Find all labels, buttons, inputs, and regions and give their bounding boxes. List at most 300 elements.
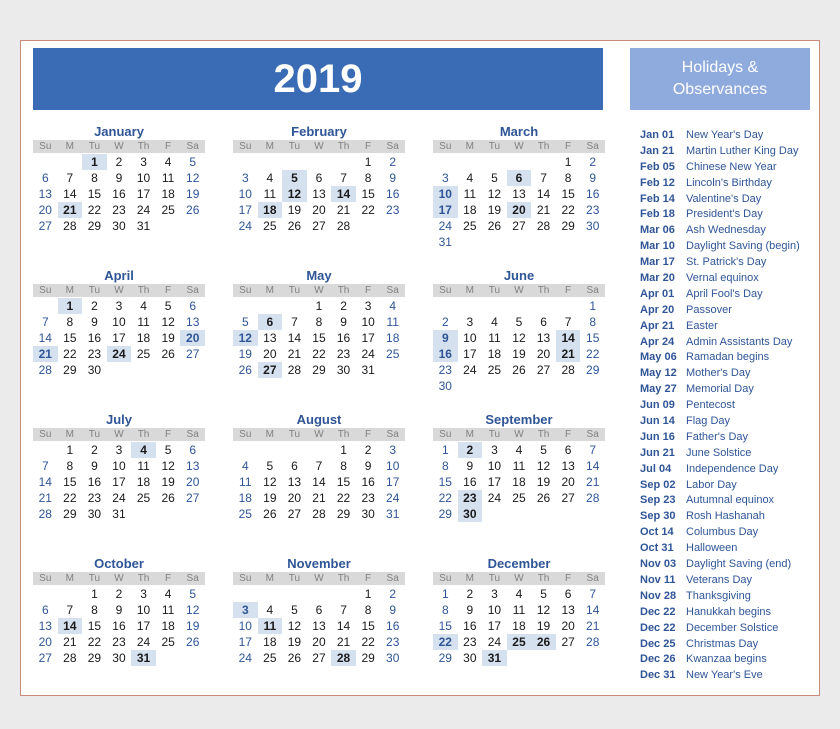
day-cell: 28 bbox=[336, 218, 351, 233]
day-cell: 16 bbox=[361, 474, 375, 489]
day-cell: 19 bbox=[287, 202, 302, 217]
day-cell: 9 bbox=[91, 458, 98, 473]
day-cell: 16 bbox=[386, 186, 400, 201]
weekday-label: Th bbox=[537, 141, 550, 152]
weekday-label: Su bbox=[39, 429, 52, 440]
day-cell: 26 bbox=[263, 506, 277, 521]
day-cell: 30 bbox=[463, 650, 477, 665]
day-cell: 29 bbox=[438, 650, 452, 665]
holiday-date: Feb 05 bbox=[640, 160, 675, 173]
day-cell: 15 bbox=[63, 330, 77, 345]
day-cell: 6 bbox=[189, 299, 197, 313]
day-cell: 4 bbox=[466, 170, 474, 185]
day-cell: 6 bbox=[41, 170, 49, 185]
day-cell: 22 bbox=[561, 202, 575, 217]
day-cell: 17 bbox=[487, 618, 502, 633]
day-cell: 12 bbox=[186, 602, 200, 617]
day-cell: 21 bbox=[58, 202, 83, 218]
holiday-row bbox=[640, 493, 815, 509]
day-cell: 9 bbox=[589, 170, 597, 185]
holiday-name: Christmas Day bbox=[686, 637, 759, 650]
weekday-label: M bbox=[265, 285, 275, 296]
day-cell: 3 bbox=[389, 443, 397, 457]
day-cell: 5 bbox=[515, 314, 523, 329]
day-cell: 22 bbox=[63, 490, 77, 505]
day-cell: 31 bbox=[112, 506, 126, 521]
day-cell: 8 bbox=[315, 314, 323, 329]
day-cell: 25 bbox=[507, 634, 532, 650]
day-cell: 6 bbox=[41, 602, 49, 617]
day-cell: 22 bbox=[438, 490, 452, 505]
holiday-date: Feb 18 bbox=[640, 208, 675, 221]
month-may bbox=[233, 268, 405, 393]
day-cell: 22 bbox=[336, 490, 351, 505]
day-cell: 16 bbox=[463, 618, 477, 633]
holiday-list bbox=[640, 128, 815, 684]
holiday-row bbox=[640, 573, 815, 589]
weekday-label: F bbox=[365, 141, 372, 152]
day-cell: 16 bbox=[433, 346, 458, 362]
holiday-name: Vernal equinox bbox=[686, 272, 759, 285]
holiday-name: Chinese New Year bbox=[686, 160, 777, 173]
day-cell: 3 bbox=[115, 299, 123, 313]
month-name: June bbox=[503, 268, 535, 283]
weekday-label: Su bbox=[239, 285, 252, 296]
day-cell: 4 bbox=[389, 299, 397, 313]
day-cell: 9 bbox=[389, 602, 397, 617]
day-cell: 22 bbox=[586, 346, 600, 361]
day-cell: 23 bbox=[361, 490, 375, 505]
month-october bbox=[33, 556, 205, 681]
day-cell: 6 bbox=[258, 314, 283, 330]
weekday-label: W bbox=[114, 573, 124, 584]
day-cell: 2 bbox=[389, 155, 397, 169]
day-cell: 13 bbox=[512, 186, 526, 201]
day-cell: 10 bbox=[136, 170, 151, 185]
weekday-label: W bbox=[314, 429, 324, 440]
day-cell: 10 bbox=[361, 314, 375, 329]
holiday-date: May 27 bbox=[640, 383, 677, 396]
month-june bbox=[433, 268, 605, 393]
weekday-label: Sa bbox=[586, 285, 599, 296]
day-cell: 25 bbox=[136, 346, 151, 361]
day-cell: 15 bbox=[312, 330, 326, 345]
holiday-row bbox=[640, 652, 815, 668]
day-cell: 8 bbox=[364, 602, 372, 617]
weekday-label: Su bbox=[439, 573, 452, 584]
day-cell: 25 bbox=[161, 202, 175, 217]
day-cell: 6 bbox=[315, 170, 323, 185]
day-cell: 14 bbox=[287, 330, 302, 345]
holiday-name: Martin Luther King Day bbox=[686, 144, 799, 157]
day-cell: 12 bbox=[512, 330, 526, 345]
weekday-label: Sa bbox=[186, 141, 199, 152]
day-cell: 18 bbox=[263, 634, 277, 649]
holiday-date: Jul 04 bbox=[640, 462, 672, 475]
day-cell: 27 bbox=[561, 634, 575, 649]
holiday-row bbox=[640, 223, 815, 239]
holiday-date: Apr 24 bbox=[640, 335, 675, 348]
day-cell: 5 bbox=[266, 458, 274, 473]
weekday-header bbox=[433, 428, 605, 441]
holiday-name: June Solstice bbox=[686, 446, 752, 459]
weekday-label: Tu bbox=[288, 429, 301, 440]
holiday-row bbox=[640, 668, 815, 684]
day-cell: 20 bbox=[507, 202, 532, 218]
day-cell: 7 bbox=[291, 314, 298, 329]
day-cell: 18 bbox=[487, 346, 502, 361]
day-cell: 4 bbox=[140, 299, 147, 313]
day-cell: 3 bbox=[115, 443, 123, 457]
day-cell: 31 bbox=[438, 234, 452, 249]
day-cell: 18 bbox=[258, 202, 283, 218]
day-cell: 11 bbox=[263, 186, 277, 201]
day-cell: 9 bbox=[364, 458, 372, 473]
day-cell: 30 bbox=[87, 506, 102, 521]
day-cell: 2 bbox=[466, 587, 474, 601]
day-cell: 10 bbox=[386, 458, 400, 473]
day-cell: 2 bbox=[589, 155, 597, 169]
month-november bbox=[233, 556, 405, 681]
day-cell: 11 bbox=[512, 458, 526, 473]
day-cell: 8 bbox=[441, 602, 449, 617]
day-cell: 10 bbox=[487, 458, 502, 473]
day-cell: 13 bbox=[287, 474, 302, 489]
day-cell: 26 bbox=[161, 490, 175, 505]
day-cell: 2 bbox=[91, 299, 98, 313]
day-cell: 6 bbox=[507, 170, 532, 186]
day-cell: 3 bbox=[140, 587, 147, 601]
holiday-date: May 12 bbox=[640, 367, 677, 380]
day-cell: 26 bbox=[512, 362, 526, 377]
day-cell: 4 bbox=[266, 602, 274, 617]
day-cell: 23 bbox=[112, 634, 126, 649]
holiday-row bbox=[640, 366, 815, 382]
day-cell: 12 bbox=[161, 458, 175, 473]
month-name: January bbox=[94, 124, 144, 139]
weekday-label: M bbox=[65, 573, 75, 584]
weekday-label: Tu bbox=[88, 141, 101, 152]
day-cell: 27 bbox=[38, 650, 52, 665]
day-cell: 26 bbox=[161, 346, 175, 361]
day-cell: 11 bbox=[386, 314, 399, 329]
holiday-row bbox=[640, 160, 815, 176]
day-cell: 14 bbox=[331, 186, 356, 202]
day-cell: 9 bbox=[91, 314, 98, 329]
day-cell: 16 bbox=[112, 618, 126, 633]
day-cell: 10 bbox=[433, 186, 458, 202]
day-cell: 7 bbox=[540, 170, 547, 185]
day-cell: 16 bbox=[463, 474, 477, 489]
holiday-date: May 06 bbox=[640, 351, 677, 364]
day-cell: 3 bbox=[491, 587, 498, 601]
day-cell: 14 bbox=[336, 618, 351, 633]
holiday-name: Father's Day bbox=[686, 430, 749, 443]
day-cell: 20 bbox=[38, 202, 52, 217]
day-cell: 3 bbox=[241, 170, 249, 185]
month-name: April bbox=[104, 268, 134, 283]
day-cell: 31 bbox=[386, 506, 400, 521]
day-cell: 1 bbox=[564, 155, 572, 169]
day-grid bbox=[233, 441, 405, 537]
day-cell: 30 bbox=[336, 362, 351, 377]
day-cell: 30 bbox=[458, 506, 483, 522]
day-cell: 27 bbox=[536, 362, 551, 377]
day-cell: 8 bbox=[364, 170, 372, 185]
weekday-label: Th bbox=[537, 285, 550, 296]
day-cell: 19 bbox=[287, 634, 302, 649]
day-cell: 1 bbox=[364, 155, 372, 169]
day-cell: 26 bbox=[531, 634, 556, 650]
weekday-label: Tu bbox=[488, 285, 501, 296]
holiday-name: Rosh Hashanah bbox=[686, 510, 765, 523]
weekday-label: Su bbox=[39, 573, 52, 584]
day-cell: 27 bbox=[512, 218, 526, 233]
day-cell: 3 bbox=[233, 602, 258, 618]
weekday-label: Sa bbox=[386, 141, 399, 152]
holiday-date: Dec 25 bbox=[640, 637, 676, 650]
day-cell: 5 bbox=[164, 299, 172, 313]
holiday-row bbox=[640, 350, 815, 366]
day-cell: 9 bbox=[466, 458, 474, 473]
day-cell: 21 bbox=[287, 346, 302, 361]
day-cell: 16 bbox=[87, 474, 102, 489]
day-grid bbox=[433, 585, 605, 681]
day-cell: 24 bbox=[112, 490, 126, 505]
day-cell: 18 bbox=[238, 490, 252, 505]
day-cell: 15 bbox=[561, 186, 575, 201]
day-cell: 14 bbox=[312, 474, 326, 489]
day-cell: 28 bbox=[536, 218, 551, 233]
month-september bbox=[433, 412, 605, 537]
day-cell: 7 bbox=[66, 602, 74, 617]
weekday-label: W bbox=[114, 141, 124, 152]
weekday-header bbox=[33, 284, 205, 297]
day-cell: 13 bbox=[186, 314, 200, 329]
holiday-name: St. Patrick's Day bbox=[686, 256, 767, 269]
day-cell: 4 bbox=[241, 458, 249, 473]
holiday-date: Jan 21 bbox=[640, 144, 675, 157]
holiday-name: Ramadan begins bbox=[686, 351, 770, 364]
day-cell: 6 bbox=[564, 587, 572, 601]
day-cell: 3 bbox=[441, 170, 449, 185]
day-cell: 15 bbox=[361, 186, 375, 201]
weekday-label: F bbox=[565, 573, 572, 584]
day-cell: 8 bbox=[66, 314, 74, 329]
holidays-title: Holidays & Observances bbox=[630, 48, 810, 110]
weekday-label: Su bbox=[439, 285, 452, 296]
day-cell: 29 bbox=[87, 218, 102, 233]
day-cell: 24 bbox=[487, 634, 502, 649]
day-cell: 22 bbox=[433, 634, 458, 650]
day-cell: 18 bbox=[161, 618, 175, 633]
weekday-label: F bbox=[565, 429, 572, 440]
weekday-label: W bbox=[314, 141, 324, 152]
holiday-name: Easter bbox=[686, 319, 718, 332]
day-cell: 21 bbox=[586, 474, 600, 489]
day-cell: 15 bbox=[87, 186, 102, 201]
day-grid bbox=[33, 297, 205, 393]
day-cell: 4 bbox=[164, 155, 172, 169]
day-cell: 30 bbox=[361, 506, 375, 521]
weekday-label: Su bbox=[239, 573, 252, 584]
weekday-header bbox=[433, 284, 605, 297]
weekday-label: Su bbox=[439, 141, 452, 152]
day-cell: 18 bbox=[136, 330, 151, 345]
holiday-name: Veterans Day bbox=[686, 573, 753, 586]
day-cell: 17 bbox=[238, 202, 252, 217]
day-cell: 20 bbox=[287, 490, 302, 505]
holiday-name: Hanukkah begins bbox=[686, 605, 772, 618]
day-cell: 7 bbox=[41, 314, 49, 329]
holiday-date: Mar 20 bbox=[640, 272, 675, 285]
day-cell: 10 bbox=[463, 330, 477, 345]
day-cell: 30 bbox=[112, 218, 126, 233]
weekday-label: Tu bbox=[488, 429, 501, 440]
day-cell: 8 bbox=[441, 458, 449, 473]
holiday-date: Oct 14 bbox=[640, 526, 674, 539]
weekday-label: Su bbox=[39, 285, 52, 296]
day-cell: 28 bbox=[63, 218, 77, 233]
weekday-label: M bbox=[465, 141, 475, 152]
day-cell: 21 bbox=[556, 346, 581, 362]
holiday-date: Jun 16 bbox=[640, 430, 675, 443]
month-name: May bbox=[306, 268, 332, 283]
day-cell: 6 bbox=[540, 314, 547, 329]
holiday-name: Columbus Day bbox=[686, 526, 759, 539]
day-cell: 24 bbox=[238, 218, 252, 233]
day-cell: 3 bbox=[466, 314, 474, 329]
day-cell: 8 bbox=[91, 602, 98, 617]
day-cell: 12 bbox=[487, 186, 502, 201]
day-cell: 5 bbox=[164, 443, 172, 457]
day-cell: 13 bbox=[312, 186, 326, 201]
day-cell: 13 bbox=[312, 618, 326, 633]
day-cell: 1 bbox=[441, 587, 449, 601]
day-cell: 18 bbox=[161, 186, 175, 201]
weekday-label: W bbox=[514, 285, 524, 296]
weekday-label: F bbox=[165, 573, 172, 584]
day-cell: 11 bbox=[463, 186, 477, 201]
weekday-label: Tu bbox=[88, 285, 101, 296]
day-cell: 17 bbox=[112, 474, 126, 489]
day-cell: 31 bbox=[136, 218, 151, 233]
weekday-label: Th bbox=[137, 573, 150, 584]
holiday-row bbox=[640, 398, 815, 414]
holiday-date: Feb 14 bbox=[640, 192, 675, 205]
day-cell: 8 bbox=[589, 314, 597, 329]
day-cell: 19 bbox=[186, 618, 200, 633]
weekday-header bbox=[433, 572, 605, 585]
day-cell: 7 bbox=[66, 170, 74, 185]
holiday-row bbox=[640, 128, 815, 144]
day-cell: 17 bbox=[386, 474, 400, 489]
day-cell: 2 bbox=[115, 155, 123, 169]
day-grid bbox=[233, 153, 405, 249]
weekday-label: Th bbox=[337, 141, 350, 152]
day-cell: 25 bbox=[487, 362, 502, 377]
day-cell: 21 bbox=[586, 618, 600, 633]
day-cell: 26 bbox=[186, 634, 200, 649]
day-cell: 17 bbox=[487, 474, 502, 489]
holiday-date: Dec 22 bbox=[640, 621, 676, 634]
holiday-date: Jun 21 bbox=[640, 446, 675, 459]
day-cell: 27 bbox=[186, 490, 200, 505]
holiday-row bbox=[640, 589, 815, 605]
day-cell: 4 bbox=[131, 442, 156, 458]
month-name: March bbox=[499, 124, 539, 139]
weekday-label: Su bbox=[239, 141, 252, 152]
weekday-label: W bbox=[114, 285, 124, 296]
day-cell: 14 bbox=[586, 602, 600, 617]
weekday-header bbox=[33, 572, 205, 585]
day-cell: 30 bbox=[87, 362, 102, 377]
day-cell: 18 bbox=[512, 474, 526, 489]
weekday-label: M bbox=[265, 573, 275, 584]
holiday-row bbox=[640, 192, 815, 208]
holiday-name: Daylight Saving (end) bbox=[686, 558, 792, 571]
holiday-date: Jun 09 bbox=[640, 399, 675, 412]
day-cell: 17 bbox=[112, 330, 126, 345]
day-cell: 23 bbox=[386, 634, 400, 649]
day-cell: 29 bbox=[63, 362, 77, 377]
holiday-row bbox=[640, 446, 815, 462]
day-cell: 14 bbox=[63, 186, 77, 201]
day-cell: 30 bbox=[438, 378, 452, 393]
day-cell: 29 bbox=[361, 650, 375, 665]
day-cell: 20 bbox=[561, 618, 575, 633]
day-cell: 6 bbox=[291, 458, 298, 473]
holiday-name: Halloween bbox=[686, 542, 738, 555]
day-cell: 20 bbox=[312, 634, 326, 649]
day-cell: 25 bbox=[136, 490, 151, 505]
holiday-name: Passover bbox=[686, 303, 732, 316]
day-cell: 27 bbox=[186, 346, 200, 361]
day-cell: 28 bbox=[586, 634, 600, 649]
day-cell: 5 bbox=[291, 602, 298, 617]
holiday-date: Mar 10 bbox=[640, 240, 675, 253]
day-cell: 26 bbox=[487, 218, 502, 233]
day-cell: 13 bbox=[536, 330, 551, 345]
day-cell: 19 bbox=[536, 474, 551, 489]
day-cell: 31 bbox=[131, 650, 156, 666]
holiday-name: Independence Day bbox=[686, 462, 779, 475]
day-cell: 21 bbox=[63, 634, 77, 649]
holiday-name: Mother's Day bbox=[686, 367, 751, 380]
weekday-label: F bbox=[565, 141, 572, 152]
day-cell: 15 bbox=[586, 330, 600, 345]
weekday-label: M bbox=[465, 573, 475, 584]
day-cell: 21 bbox=[536, 202, 551, 217]
day-cell: 29 bbox=[312, 362, 326, 377]
holiday-row bbox=[640, 541, 815, 557]
day-cell: 17 bbox=[136, 186, 151, 201]
day-cell: 9 bbox=[466, 602, 474, 617]
weekday-label: M bbox=[465, 429, 475, 440]
day-cell: 22 bbox=[361, 634, 375, 649]
holiday-date: Sep 23 bbox=[640, 494, 676, 507]
day-cell: 17 bbox=[238, 634, 252, 649]
day-cell: 1 bbox=[340, 443, 347, 457]
day-cell: 25 bbox=[263, 650, 277, 665]
day-cell: 30 bbox=[586, 218, 600, 233]
holiday-name: Memorial Day bbox=[686, 383, 754, 396]
day-cell: 1 bbox=[589, 299, 597, 313]
day-cell: 7 bbox=[41, 458, 49, 473]
month-january bbox=[33, 124, 205, 249]
day-cell: 23 bbox=[458, 490, 483, 506]
day-cell: 10 bbox=[487, 602, 502, 617]
